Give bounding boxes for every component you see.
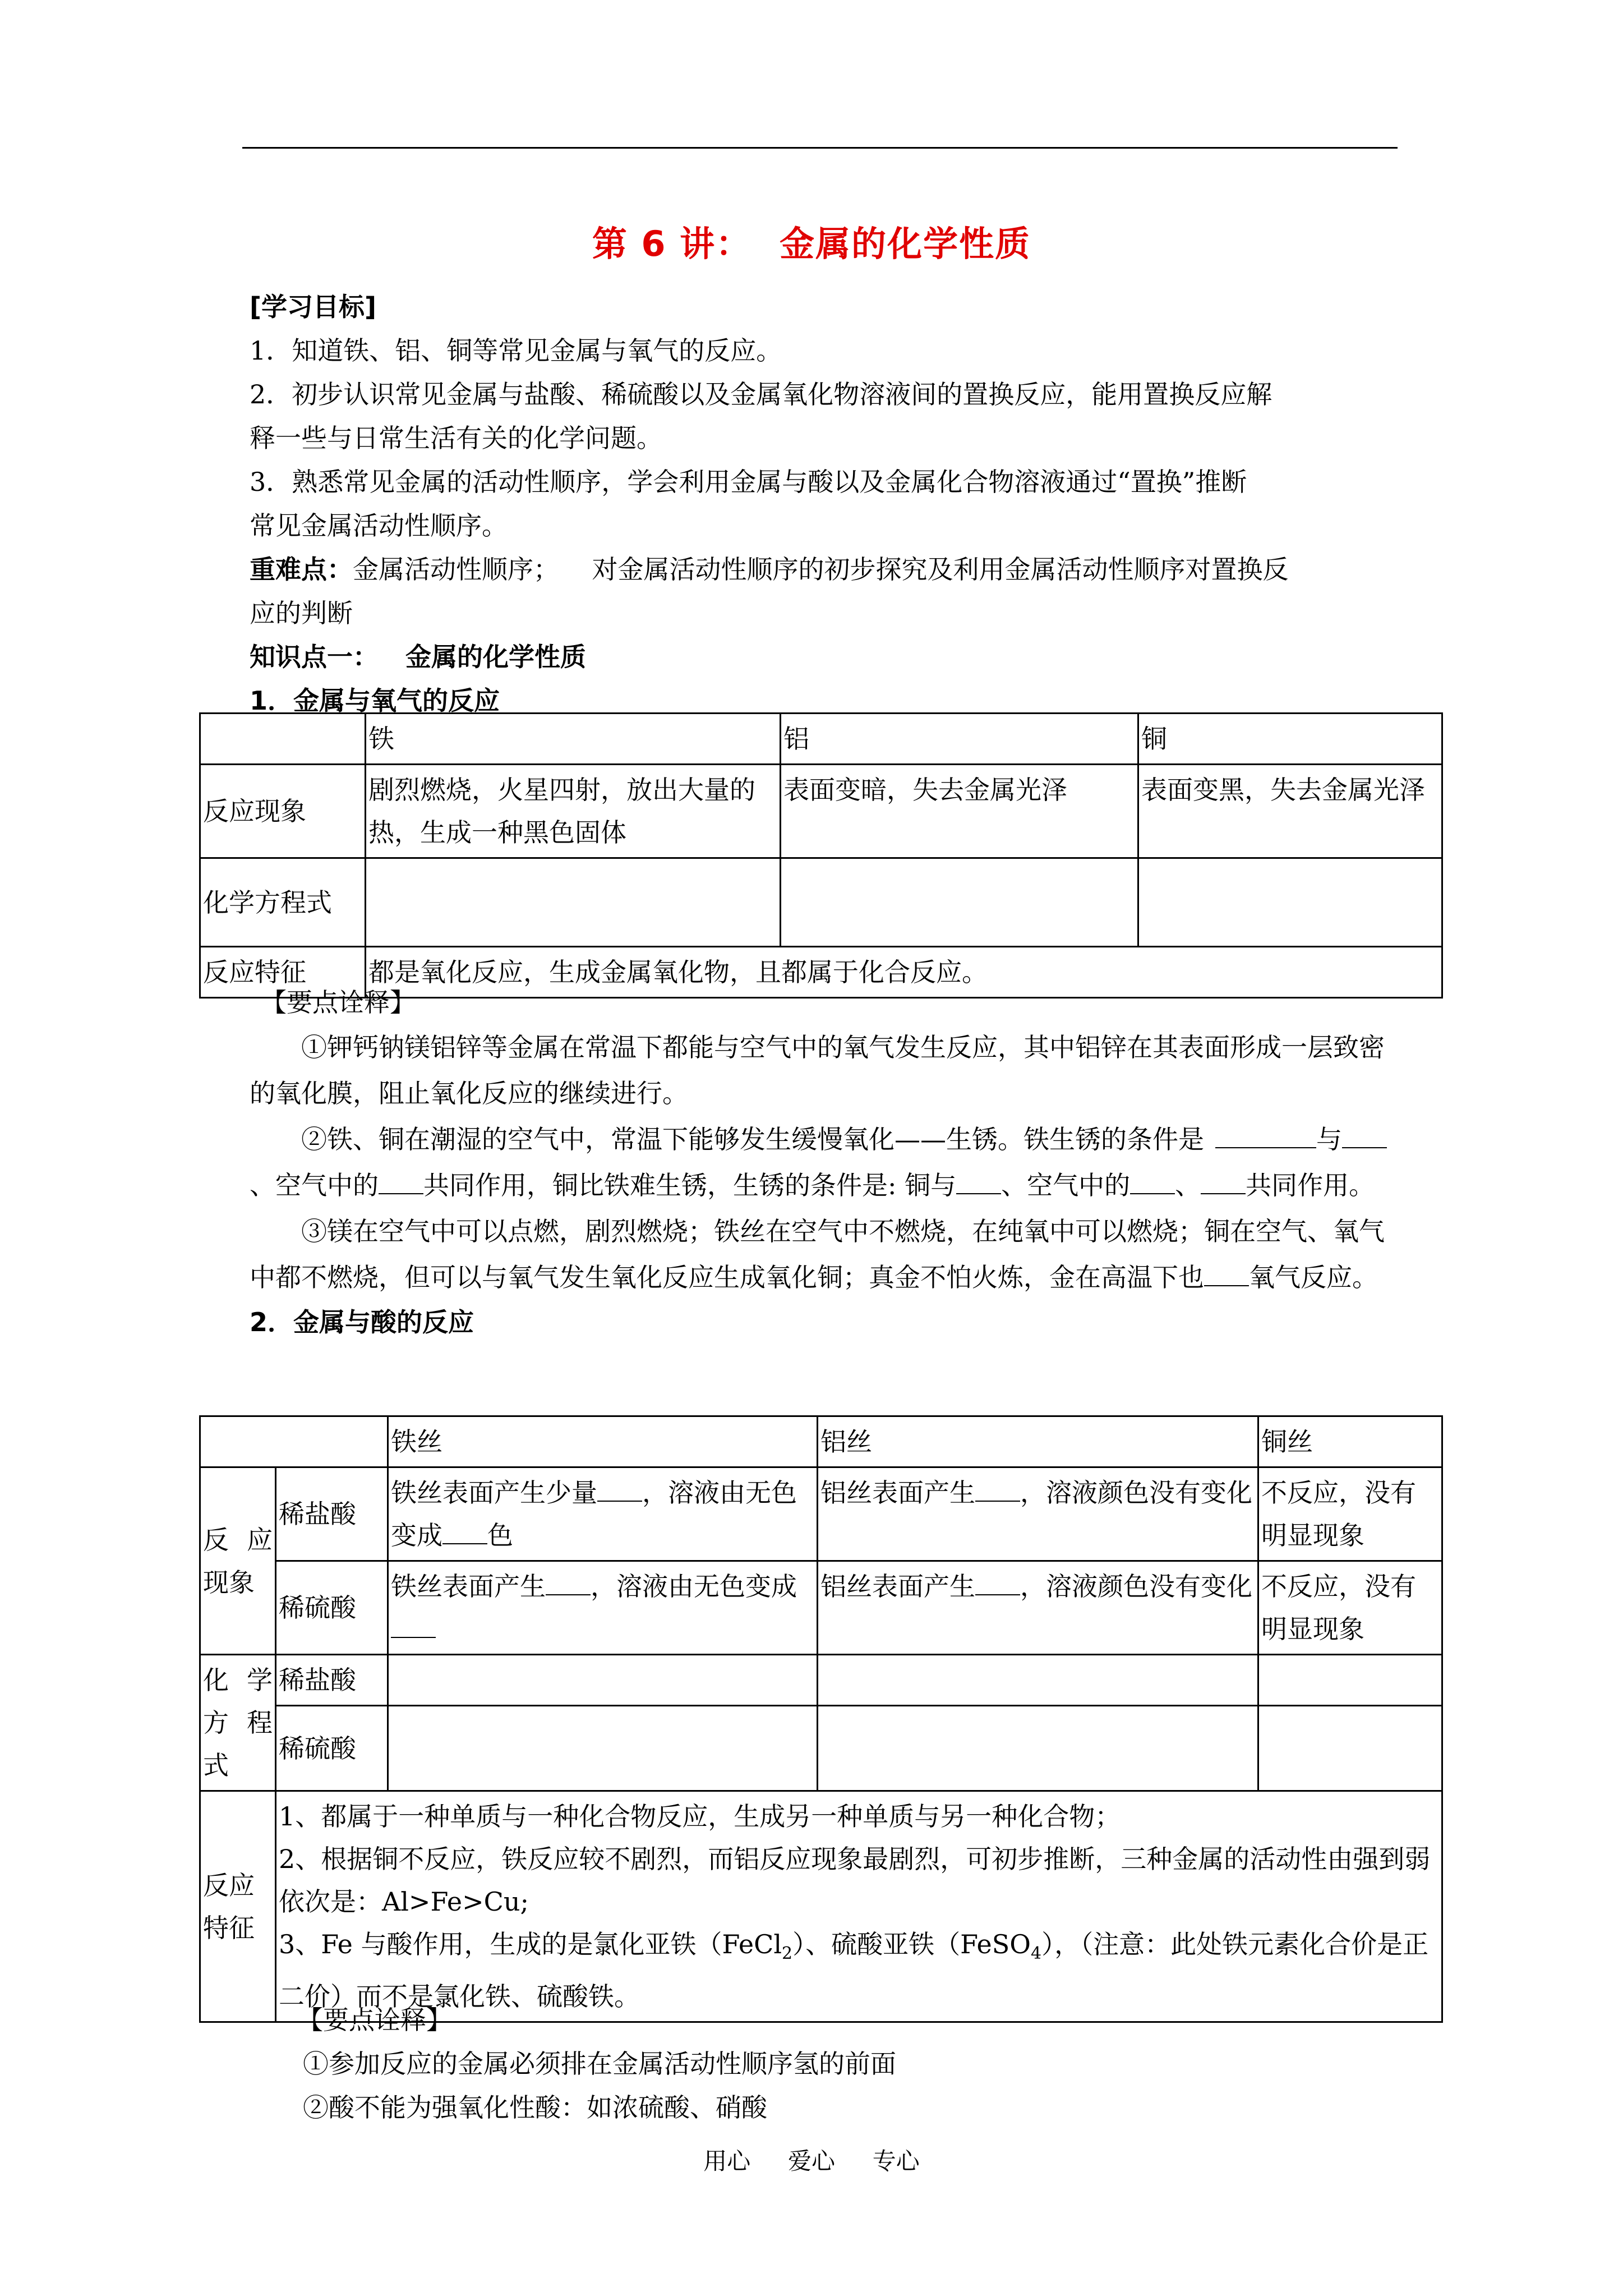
subscript: 4 bbox=[1031, 1944, 1042, 1964]
note-2-2: ②酸不能为强氧化性酸：如浓硫酸、硝酸 bbox=[303, 2092, 767, 2123]
note-3 bbox=[250, 1208, 1405, 1300]
header-rule bbox=[242, 147, 1398, 149]
table-row bbox=[200, 1791, 1442, 2022]
table-row bbox=[200, 1467, 1442, 1561]
notes-heading-1: 【要点诠释】 bbox=[261, 987, 416, 1018]
table-cell bbox=[200, 1416, 388, 1467]
table-row bbox=[200, 714, 1442, 765]
row-label-feature: 反应特征 bbox=[200, 947, 366, 998]
row-label-phenomenon: 反应现象 bbox=[200, 765, 366, 858]
group-label-phenomenon: 反 应现象 bbox=[200, 1467, 276, 1655]
table-header-copper: 铜 bbox=[1138, 714, 1442, 765]
cell-aluminum-h2so4-equation bbox=[818, 1706, 1258, 1791]
cell-copper-equation bbox=[1138, 858, 1442, 947]
cell-copper-phenomenon: 表面变黑，失去金属光泽 bbox=[1138, 765, 1442, 858]
group-label-equation: 化 学方 程式 bbox=[200, 1655, 276, 1791]
feature-2: 2、根据铜不反应，铁反应较不剧烈，而铝反应现象最剧烈，可初步推断，三种金属的活动性由强到弱依次是：Al>Fe>Cu; bbox=[279, 1844, 1431, 1917]
fill-blank[interactable] bbox=[546, 1565, 591, 1595]
objective-3a: 3．熟悉常见金属的活动性顺序，学会利用金属与酸以及金属化合物溶液通过“置换”推断 bbox=[250, 467, 1247, 497]
acid-reaction-table bbox=[199, 1415, 1443, 2023]
notes-heading-2: 【要点诠释】 bbox=[297, 2005, 452, 2035]
row-label-equation: 化学方程式 bbox=[200, 858, 366, 947]
fill-blank[interactable] bbox=[597, 1471, 642, 1502]
cell-text: 铁丝表面产生 bbox=[391, 1571, 546, 1602]
feature-3-text-a: 3、Fe 与酸作用，生成的是氯化亚铁（FeCl bbox=[279, 1929, 782, 1959]
page-footer: 用心 爱心 专心 bbox=[703, 2147, 920, 2175]
note-1: ①钾钙钠镁铝锌等金属在常温下都能与空气中的氧气发生反应，其中铝锌在其表面形成一层致密的氧化膜，阻止氧化反应的继续进行。 bbox=[250, 1032, 1385, 1108]
fill-blank[interactable] bbox=[442, 1514, 487, 1544]
cell-aluminum-hcl-equation bbox=[818, 1655, 1258, 1706]
cell-iron-h2so4-equation bbox=[388, 1706, 818, 1791]
cell-aluminum-hcl bbox=[818, 1467, 1258, 1561]
key-points-line-1 bbox=[250, 547, 1405, 591]
notes-section-2 bbox=[297, 1998, 1453, 2129]
oxygen-reaction-table bbox=[199, 712, 1443, 999]
cell-text: ，溶液由无色变成 bbox=[391, 1478, 797, 1550]
cell-iron-hcl-equation bbox=[388, 1655, 818, 1706]
note-2-text-d: 共同作用，铜比铁难生锈，生锈的条件是: 铜与 bbox=[423, 1170, 957, 1200]
notes-section-1 bbox=[250, 981, 1405, 1344]
cell-text: 铝丝表面产生 bbox=[820, 1478, 975, 1508]
fill-blank[interactable] bbox=[391, 1608, 436, 1638]
table-row bbox=[200, 765, 1442, 858]
cell-copper-hcl-equation bbox=[1258, 1655, 1442, 1706]
acid-label-hcl: 稀盐酸 bbox=[276, 1655, 388, 1706]
note-2-1: ①参加反应的金属必须排在金属活动性顺序氢的前面 bbox=[303, 2049, 896, 2079]
title-lecture-number: 第 6 讲： bbox=[592, 223, 752, 264]
table-row bbox=[200, 1655, 1442, 1706]
cell-text: 铝丝表面产生 bbox=[820, 1571, 975, 1602]
key-points-text-1: 金属活动性顺序； 对金属活动性顺序的初步探究及利用金属活动性顺序对置换反 bbox=[353, 554, 1289, 585]
objective-2a: 2．初步认识常见金属与盐酸、稀硫酸以及金属氧化物溶液间的置换反应，能用置换反应解 bbox=[250, 379, 1272, 409]
table-header-iron-wire: 铁丝 bbox=[388, 1416, 818, 1467]
fill-blank[interactable] bbox=[1342, 1118, 1387, 1148]
fill-blank[interactable] bbox=[975, 1565, 1020, 1595]
table-header-aluminum-wire: 铝丝 bbox=[818, 1416, 1258, 1467]
fill-blank[interactable] bbox=[1201, 1164, 1246, 1194]
objective-3b: 常见金属活动性顺序。 bbox=[250, 510, 508, 541]
table-header-iron: 铁 bbox=[366, 714, 781, 765]
cell-text: ，溶液颜色没有变化 bbox=[1020, 1571, 1252, 1602]
note-2-text-g: 共同作用。 bbox=[1246, 1170, 1375, 1200]
cell-acid-feature bbox=[276, 1791, 1442, 2022]
cell-copper-hcl: 不反应，没有明显现象 bbox=[1258, 1467, 1442, 1561]
note-2-text-c: 、空气中的 bbox=[250, 1170, 379, 1200]
subscript: 2 bbox=[782, 1944, 793, 1964]
objective-2b: 释一些与日常生活有关的化学问题。 bbox=[250, 423, 662, 453]
subheading-oxygen: 1．金属与氧气的反应 bbox=[250, 685, 500, 716]
group-label-feature: 反应特征 bbox=[200, 1791, 276, 2022]
cell-text: ，溶液颜色没有变化 bbox=[1020, 1478, 1252, 1508]
cell-iron-phenomenon: 剧烈燃烧，火星四射，放出大量的热，生成一种黑色固体 bbox=[366, 765, 781, 858]
objectives-heading: [学习目标] bbox=[250, 292, 377, 322]
table-header-aluminum: 铝 bbox=[781, 714, 1138, 765]
cell-aluminum-phenomenon: 表面变暗，失去金属光泽 bbox=[781, 765, 1138, 858]
table-row bbox=[200, 858, 1442, 947]
cell-copper-h2so4: 不反应，没有明显现象 bbox=[1258, 1561, 1442, 1655]
note-2-text-a: ②铁、铜在潮湿的空气中，常温下能够发生缓慢氧化——生锈。铁生锈的条件是 bbox=[301, 1124, 1204, 1154]
cell-aluminum-h2so4 bbox=[818, 1561, 1258, 1655]
table-row bbox=[200, 1706, 1442, 1791]
table-header-copper-wire: 铜丝 bbox=[1258, 1416, 1442, 1467]
feature-3-text-c: ），（注意：此处铁元素化合价是正二价）而不是氯化铁、硫酸铁。 bbox=[279, 1929, 1429, 2012]
cell-iron-hcl bbox=[388, 1467, 818, 1561]
fill-blank[interactable] bbox=[956, 1164, 1001, 1194]
page-title bbox=[0, 216, 1623, 266]
fill-blank[interactable] bbox=[1204, 1256, 1249, 1286]
acid-label-h2so4: 稀硫酸 bbox=[276, 1561, 388, 1655]
note-2-text-e: 、空气中的 bbox=[1001, 1170, 1131, 1200]
fill-blank[interactable] bbox=[1130, 1164, 1175, 1194]
note-3-text-a: ③镁在空气中可以点燃，剧烈燃烧；铁丝在空气中不燃烧，在纯氧中可以燃烧；铜在空气、氧气中都不燃烧，但可以与氧气发生氧化反应生成氧化铜；真金不怕火炼，金在高温下也 bbox=[250, 1216, 1385, 1292]
cell-text: 色 bbox=[487, 1520, 513, 1550]
table-row bbox=[200, 1561, 1442, 1655]
cell-aluminum-equation bbox=[781, 858, 1138, 947]
acid-label-hcl: 稀盐酸 bbox=[276, 1467, 388, 1561]
objectives-section bbox=[250, 285, 1405, 723]
subheading-acid: 2．金属与酸的反应 bbox=[250, 1307, 474, 1337]
cell-text: 铁丝表面产生少量 bbox=[391, 1478, 597, 1508]
key-points-label: 重难点： bbox=[250, 554, 353, 585]
note-2 bbox=[250, 1116, 1405, 1208]
feature-3-text-b: ）、硫酸亚铁（FeSO bbox=[792, 1929, 1031, 1959]
knowledge-heading: 知识点一： 金属的化学性质 bbox=[250, 642, 587, 672]
table-cell bbox=[200, 714, 366, 765]
feature-1: 1、都属于一种单质与一种化合物反应，生成另一种单质与另一种化合物； bbox=[279, 1801, 1121, 1832]
cell-iron-equation bbox=[366, 858, 781, 947]
note-2-text-b: 与 bbox=[1316, 1124, 1342, 1154]
objective-1: 1．知道铁、铝、铜等常见金属与氧气的反应。 bbox=[250, 335, 782, 366]
fill-blank[interactable] bbox=[1215, 1118, 1316, 1148]
cell-copper-h2so4-equation bbox=[1258, 1706, 1442, 1791]
title-topic: 金属的化学性质 bbox=[780, 223, 1031, 264]
table-row bbox=[200, 1416, 1442, 1467]
note-2-text-f: 、 bbox=[1175, 1170, 1201, 1200]
note-3-text-b: 氧气反应。 bbox=[1249, 1262, 1378, 1292]
key-points-line-2: 应的判断 bbox=[250, 598, 353, 628]
fill-blank[interactable] bbox=[975, 1471, 1020, 1502]
cell-iron-h2so4 bbox=[388, 1561, 818, 1655]
fill-blank[interactable] bbox=[379, 1164, 423, 1194]
cell-feature: 都是氧化反应，生成金属氧化物，且都属于化合反应。 bbox=[366, 947, 1442, 998]
acid-label-h2so4: 稀硫酸 bbox=[276, 1706, 388, 1791]
cell-text: ，溶液由无色变成 bbox=[591, 1571, 797, 1602]
